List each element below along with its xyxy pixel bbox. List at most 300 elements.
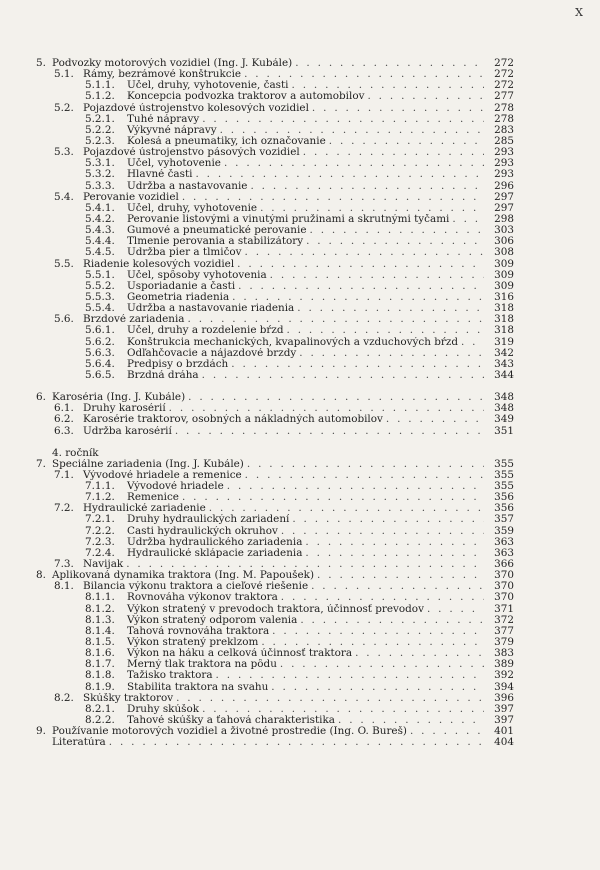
section-number: 8.1.8. <box>85 670 115 682</box>
section-title: Bilancia výkonu traktora a cieľové riešenie <box>83 581 309 593</box>
toc-entry[interactable] <box>0 169 600 180</box>
section-number: 5.1.1. <box>85 80 115 92</box>
dot-leader <box>367 91 484 102</box>
section-title: Účel, vyhotovenie <box>127 158 221 170</box>
section-number: 5.6.4. <box>85 358 115 370</box>
section-number: 7.1. <box>54 469 74 481</box>
page-ref: 283 <box>494 123 514 136</box>
dot-leader <box>182 192 484 203</box>
section-number: 5.5.4. <box>85 303 115 315</box>
dot-leader <box>306 236 484 247</box>
section-title: Aplikovaná dynamika traktora (Ing. M. Papoušek) <box>52 570 315 582</box>
section-title: Navijak <box>83 559 124 571</box>
toc-entry-label <box>54 192 484 203</box>
page-ref: 401 <box>494 725 514 738</box>
toc-entry-label <box>54 403 484 414</box>
page-ref: 318 <box>494 313 514 326</box>
dot-leader <box>231 359 484 370</box>
page-ref: 377 <box>494 624 514 637</box>
toc-entry-label <box>85 181 484 192</box>
page-ref: 370 <box>494 569 514 582</box>
toc-entry[interactable] <box>0 370 600 381</box>
page-ref: 309 <box>494 279 514 292</box>
section-number: 5.2.2. <box>85 124 115 136</box>
toc-entry[interactable] <box>0 325 600 336</box>
section-title: Výkon na háku a celková účinnosť traktora <box>127 648 353 660</box>
section-number: 8.2.1. <box>85 703 115 715</box>
section-title: Odľahčovacie a nájazdové brzdy <box>127 347 297 359</box>
section-title: Koncepcia podvozka traktorov a automobilov <box>127 91 365 103</box>
section-title: Hydraulické sklápacie zariadenia <box>127 547 303 559</box>
section-title: Používanie motorových vozidiel a životné prostredie (Ing. O. Bureš) <box>52 726 407 738</box>
dot-leader <box>245 247 484 258</box>
page-ref: 297 <box>494 190 514 203</box>
section-number: 5.2.3. <box>85 135 115 147</box>
page-ref: 293 <box>494 157 514 170</box>
toc-entry-label <box>54 414 484 425</box>
toc-entry[interactable] <box>0 337 600 348</box>
section-title: Výkon stratený odporom valenia <box>127 614 298 626</box>
section-number: 5.6.5. <box>85 369 115 381</box>
section-title: Údržba a nastavovanie <box>127 180 248 192</box>
section-title: Riadenie kolesových vozidiel <box>83 258 235 270</box>
dot-leader <box>272 626 484 637</box>
page-ref: 272 <box>494 79 514 92</box>
dot-leader <box>271 682 484 693</box>
dot-leader <box>220 125 484 136</box>
section-number: 5. <box>36 58 46 69</box>
toc-entry-label <box>85 626 484 637</box>
section-title: Druhy skúšok <box>127 703 200 715</box>
toc-entry-label <box>85 604 484 615</box>
page-ref: 396 <box>494 691 514 704</box>
section-number: 8.1.7. <box>85 659 115 671</box>
section-title: Skúšky traktorov <box>83 692 174 704</box>
section-number: 7.2.3. <box>85 536 115 548</box>
section-title: Údržba a nastavovanie riadenia <box>127 303 295 315</box>
toc-entry-label <box>85 592 484 603</box>
toc-entry-label <box>36 737 484 748</box>
toc-entry-label <box>36 726 484 737</box>
toc-entry-label <box>54 314 484 325</box>
section-number: 9. <box>36 726 46 738</box>
section-number: 5.3.2. <box>85 169 115 181</box>
section-number: 5.4.2. <box>85 213 115 225</box>
section-title: Účel, spôsoby vyhotovenia <box>127 269 267 281</box>
toc-entry-label <box>85 359 484 370</box>
section-gap <box>0 437 600 448</box>
section-number: 5.2. <box>54 102 74 114</box>
section-number: 7.2.1. <box>85 514 115 526</box>
section-title: Remenice <box>127 492 179 504</box>
section-number: 7.3. <box>54 559 74 571</box>
section-number: 5.5.3. <box>85 291 115 303</box>
dot-leader <box>427 604 484 615</box>
section-number: 8.2.2. <box>85 715 115 727</box>
toc-entry-label <box>54 470 484 481</box>
page-ref: 371 <box>494 602 514 615</box>
page-ref: 272 <box>494 68 514 81</box>
page-ref: 306 <box>494 235 514 248</box>
dot-leader <box>292 514 484 525</box>
page-ref: 296 <box>494 179 514 192</box>
section-number: 5.5.1. <box>85 269 115 281</box>
dot-leader <box>303 147 484 158</box>
section-title: Konštrukcia mechanických, kvapalinových a vzduchových bŕzd <box>127 336 458 348</box>
toc-entry-label <box>85 492 484 503</box>
section-title: Kolesá a pneumatiky, ich označovanie <box>127 135 326 147</box>
dot-leader <box>109 737 484 748</box>
page-ref: 366 <box>494 558 514 571</box>
toc-entry-label <box>85 236 484 247</box>
toc-entry-label <box>85 615 484 626</box>
section-title: Karosérie traktorov, osobných a nákladných automobilov <box>83 414 383 426</box>
dot-leader <box>195 169 484 180</box>
section-number: 7.1.2. <box>85 492 115 504</box>
page-ref: 363 <box>494 546 514 559</box>
dot-leader <box>309 225 484 236</box>
page-ref: 370 <box>494 591 514 604</box>
toc-entry-label <box>85 225 484 236</box>
toc-entry-label <box>85 481 484 492</box>
section-number: 8.1.9. <box>85 681 115 693</box>
section-number: 8.1.5. <box>85 637 115 649</box>
section-title: Vývodové hriadele a remenice <box>83 469 242 481</box>
toc-entry-label <box>85 637 484 648</box>
section-number: 7. <box>36 458 46 470</box>
section-title: Merný tlak traktora na pôdu <box>127 659 277 671</box>
dot-leader <box>176 693 484 704</box>
section-number: 5.4.5. <box>85 247 115 259</box>
section-number: 6.1. <box>54 403 74 415</box>
toc-entry-label <box>36 570 484 581</box>
dot-leader <box>182 492 484 503</box>
section-number: 6.3. <box>54 425 74 437</box>
dot-leader <box>245 470 484 481</box>
section-title: Rámy, bezrámové konštrukcie <box>83 69 242 81</box>
section-number: 8. <box>36 570 46 582</box>
section-number: 6.2. <box>54 414 74 426</box>
toc-entry-label <box>54 103 484 114</box>
dot-leader <box>312 103 484 114</box>
section-number: 5.6.1. <box>85 325 115 337</box>
dot-leader <box>260 203 484 214</box>
dot-leader <box>202 370 484 381</box>
toc-entry-label <box>85 348 484 359</box>
table-of-contents <box>0 58 600 748</box>
section-title: Ťahové skúšky a ťahová charakteristika <box>127 715 335 727</box>
section-title: 4. ročník <box>52 447 99 459</box>
dot-leader <box>232 292 484 303</box>
section-number: 8.1. <box>54 581 74 593</box>
page-ref: 404 <box>494 736 514 749</box>
dot-leader <box>287 325 484 336</box>
section-title: Pojazdové ústrojenstvo pásových vozidiel <box>83 147 300 159</box>
toc-entry-label <box>85 337 484 348</box>
toc-entry-label <box>85 169 484 180</box>
page-ref: 309 <box>494 257 514 270</box>
section-title: Usporiadanie a časti <box>127 280 236 292</box>
page-ref: 298 <box>494 212 514 225</box>
page-ref: 379 <box>494 636 514 649</box>
dot-leader <box>270 270 484 281</box>
dot-leader <box>281 526 484 537</box>
toc-entry-label <box>85 158 484 169</box>
toc-entry-label <box>54 581 484 592</box>
dot-leader <box>238 281 484 292</box>
dot-leader <box>202 114 484 125</box>
toc-entry-label <box>85 292 484 303</box>
section-number: 5.4.3. <box>85 225 115 237</box>
page-ref: 356 <box>494 491 514 504</box>
dot-leader <box>244 69 484 80</box>
section-number: 5.6. <box>54 314 74 326</box>
dot-leader <box>281 592 484 603</box>
toc-entry-label <box>85 270 484 281</box>
toc-entry-label <box>85 704 484 715</box>
toc-entry-label <box>36 392 484 403</box>
section-title: Druhy hydraulických zariadení <box>127 514 290 526</box>
page-ref: 278 <box>494 112 514 125</box>
page-ref: 285 <box>494 134 514 147</box>
toc-entry-label <box>85 114 484 125</box>
section-number: 5.4. <box>54 191 74 203</box>
dot-leader <box>187 314 484 325</box>
dot-leader <box>280 659 484 670</box>
page-ref: 359 <box>494 524 514 537</box>
section-title: Karoséria (Ing. J. Kubále) <box>52 392 186 404</box>
section-number: 7.2.2. <box>85 525 115 537</box>
toc-entry-label <box>85 670 484 681</box>
dot-leader <box>247 459 484 470</box>
toc-entry[interactable] <box>0 670 600 681</box>
page-ref: 278 <box>494 101 514 114</box>
page-ref: 397 <box>494 702 514 715</box>
toc-entry-label <box>85 80 484 91</box>
page-number: X <box>575 6 583 19</box>
section-title: Výkon stratený v prevodoch traktora, účinnosť prevodov <box>127 603 424 615</box>
section-number: 5.5. <box>54 258 74 270</box>
dot-leader <box>188 392 484 403</box>
toc-entry-label <box>54 147 484 158</box>
section-title: Perovanie vozidiel <box>83 191 179 203</box>
dot-leader <box>209 503 484 514</box>
dot-leader <box>261 637 484 648</box>
toc-entry-label <box>85 325 484 336</box>
dot-leader <box>250 181 484 192</box>
toc-entry[interactable] <box>0 592 600 603</box>
toc-entry-label <box>36 58 484 69</box>
toc-entry-label <box>85 91 484 102</box>
section-number: 8.1.3. <box>85 614 115 626</box>
page-ref: 348 <box>494 402 514 415</box>
section-title: Literatúra <box>52 737 106 749</box>
page-ref: 293 <box>494 168 514 181</box>
page-ref: 389 <box>494 658 514 671</box>
toc-entry-label <box>85 281 484 292</box>
section-number: 7.2.4. <box>85 547 115 559</box>
page-ref: 343 <box>494 357 514 370</box>
page-ref: 348 <box>494 391 514 404</box>
dot-leader <box>338 715 484 726</box>
dot-leader <box>297 303 484 314</box>
toc-entry-label <box>85 203 484 214</box>
dot-leader <box>317 570 484 581</box>
page-ref: 272 <box>494 57 514 69</box>
section-title: Časti hydraulických okruhov <box>127 525 278 537</box>
section-number: 8.1.6. <box>85 648 115 660</box>
section-number: 5.3. <box>54 147 74 159</box>
section-number: 5.2.1. <box>85 113 115 125</box>
section-title: Špeciálne zariadenia (Ing. J. Kubále) <box>52 458 244 470</box>
dot-leader <box>126 559 484 570</box>
page-ref: 318 <box>494 302 514 315</box>
page-ref: 355 <box>494 468 514 481</box>
section-title: Gumové a pneumatické perovanie <box>127 225 307 237</box>
dot-leader <box>311 581 484 592</box>
page-ref: 319 <box>494 335 514 348</box>
dot-leader <box>292 80 484 91</box>
dot-leader <box>175 426 484 437</box>
section-number: 5.6.2. <box>85 336 115 348</box>
section-title: Tuhé nápravy <box>127 113 200 125</box>
page-ref: 355 <box>494 480 514 493</box>
toc-entry-label <box>54 503 484 514</box>
page-ref: 363 <box>494 535 514 548</box>
section-title: Rovnováha výkonov traktora <box>127 592 278 604</box>
toc-entry-label <box>85 136 484 147</box>
dot-leader <box>305 548 484 559</box>
section-number: 5.6.3. <box>85 347 115 359</box>
toc-entry-label <box>54 69 484 80</box>
dot-leader <box>305 537 484 548</box>
dot-leader <box>461 337 484 348</box>
dot-leader <box>329 136 484 147</box>
section-number: 8.2. <box>54 692 74 704</box>
page-ref: 392 <box>494 669 514 682</box>
page-ref: 303 <box>494 224 514 237</box>
page-ref: 342 <box>494 346 514 359</box>
dot-leader <box>227 481 484 492</box>
page-ref: 370 <box>494 580 514 593</box>
section-title: Hydraulické zariadenie <box>83 503 206 515</box>
section-title: Vývodové hriadele <box>127 481 224 493</box>
toc-entry[interactable] <box>0 91 600 102</box>
page-ref: 357 <box>494 513 514 526</box>
dot-leader <box>169 403 484 414</box>
toc-entry-label <box>36 448 484 459</box>
dot-leader <box>224 158 484 169</box>
section-title: Výkyvné nápravy <box>127 124 217 136</box>
section-title: Tlmenie perovania a stabilizátory <box>127 236 304 248</box>
dot-leader <box>355 648 484 659</box>
page-ref: 277 <box>494 90 514 103</box>
section-title: Podvozky motorových vozidiel (Ing. J. Kubále) <box>52 58 293 69</box>
section-title: Údržba karosérií <box>83 425 172 437</box>
section-title: Účel, druhy a rozdelenie bŕzd <box>127 325 284 337</box>
section-number: 7.1.1. <box>85 481 115 493</box>
toc-entry-label <box>85 537 484 548</box>
page-ref: 318 <box>494 324 514 337</box>
toc-entry-label <box>85 303 484 314</box>
dot-leader <box>299 348 484 359</box>
section-title: Účel, druhy, vyhotovenie <box>127 202 258 214</box>
toc-entry-label <box>54 426 484 437</box>
page-ref: 344 <box>494 368 514 381</box>
toc-entry-label <box>85 648 484 659</box>
section-number: 7.2. <box>54 503 74 515</box>
section-title: Predpisy o brzdách <box>127 358 229 370</box>
page-ref: 355 <box>494 457 514 470</box>
toc-entry-label <box>85 682 484 693</box>
section-title: Perovanie listovými a vinutými pružinami a skrutnými tyčami <box>127 213 450 225</box>
page-ref: 372 <box>494 613 514 626</box>
section-number: 5.1. <box>54 69 74 81</box>
section-title: Ťahová rovnováha traktora <box>127 625 270 637</box>
section-number: 8.1.4. <box>85 625 115 637</box>
dot-leader <box>216 670 484 681</box>
toc-entry[interactable] <box>0 247 600 258</box>
toc-entry-label <box>85 526 484 537</box>
page-ref: 297 <box>494 201 514 214</box>
toc-entry-label <box>85 548 484 559</box>
page-ref: 383 <box>494 647 514 660</box>
section-title: Brzdové zariadenia <box>83 314 185 326</box>
page-ref: 349 <box>494 413 514 426</box>
toc-entry-label <box>85 125 484 136</box>
toc-entry-label <box>85 370 484 381</box>
section-number: 5.4.1. <box>85 202 115 214</box>
section-title: Údržba pier a tlmičov <box>127 247 242 259</box>
section-title: Stabilita traktora na svahu <box>127 681 269 693</box>
dot-leader <box>386 414 484 425</box>
toc-entry[interactable] <box>0 737 600 748</box>
page-ref: 356 <box>494 502 514 515</box>
toc-entry-label <box>54 259 484 270</box>
section-number: 5.5.2. <box>85 280 115 292</box>
dot-leader <box>202 704 484 715</box>
toc-entry-label <box>85 514 484 525</box>
section-title: Výkon stratený preklzom <box>127 637 259 649</box>
page-ref: 309 <box>494 268 514 281</box>
page-ref: 293 <box>494 146 514 159</box>
section-title: Brzdná dráha <box>127 369 199 381</box>
section-number: 8.1.1. <box>85 592 115 604</box>
toc-entry-label <box>54 693 484 704</box>
toc-entry[interactable] <box>0 426 600 437</box>
toc-entry-label <box>85 247 484 258</box>
toc-entry[interactable] <box>0 514 600 525</box>
section-title: Druhy karosérií <box>83 403 166 415</box>
page-ref: 308 <box>494 246 514 259</box>
toc-entry[interactable] <box>0 259 600 270</box>
toc-entry[interactable] <box>0 414 600 425</box>
dot-leader <box>410 726 484 737</box>
section-title: Geometria riadenia <box>127 291 230 303</box>
section-number: 5.3.3. <box>85 180 115 192</box>
section-title: Hlavné časti <box>127 169 193 181</box>
dot-leader <box>237 259 484 270</box>
page-ref: 351 <box>494 424 514 437</box>
page-ref: 394 <box>494 680 514 693</box>
page-ref: 316 <box>494 290 514 303</box>
toc-entry-label <box>85 659 484 670</box>
section-title: Pojazdové ústrojenstvo kolesových vozidiel <box>83 102 309 114</box>
dot-leader <box>300 615 484 626</box>
section-number: 5.1.2. <box>85 91 115 103</box>
section-number: 6. <box>36 392 46 404</box>
toc-entry-label <box>85 214 484 225</box>
